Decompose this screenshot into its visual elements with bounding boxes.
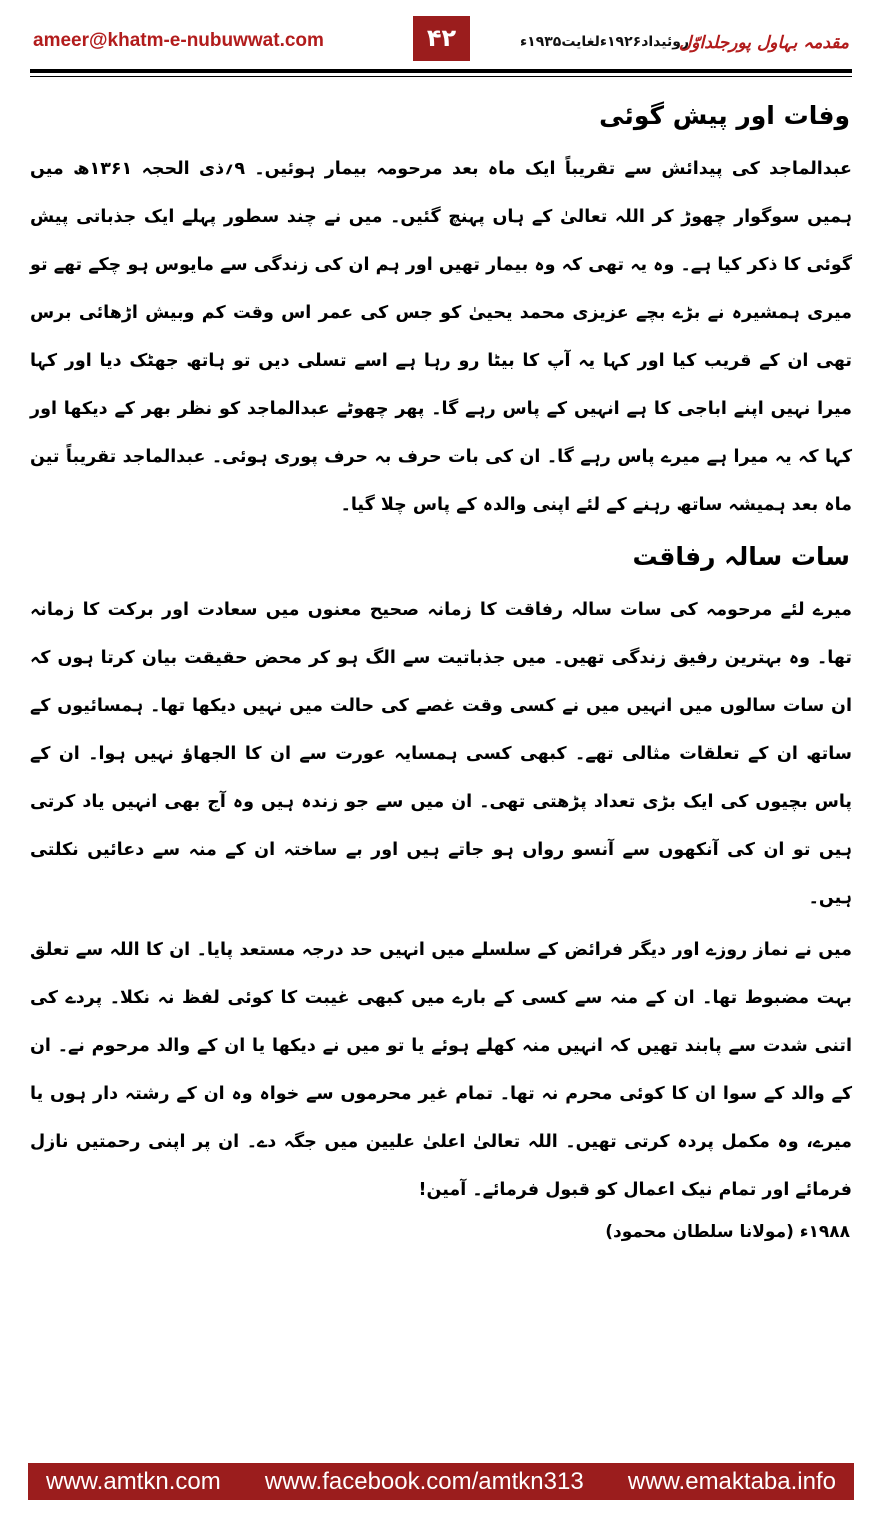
- header-rule-thin: [30, 76, 852, 77]
- header-rule-thick: [30, 69, 852, 73]
- header-email-link[interactable]: ameer@khatm-e-nubuwwat.com: [33, 30, 324, 51]
- page-body: [30, 92, 852, 1256]
- footer-link-facebook[interactable]: www.facebook.com/amtkn313: [264, 1467, 584, 1495]
- paragraph-death-prophecy: عبدالماجد کی پیدائش سے تقریباً ایک ماہ بعد مرحومہ بیمار ہوئیں۔ ۹؍ذی الحجہ ۱۳۶۱ھ میں ہمیں سوگوار چھوڑ کر اللہ تعالیٰ کے ہاں پہنچ گئیں۔ میں نے چند سطور پہلے ایک جذباتی پیش گوئی کا ذکر کیا ہے۔ وہ یہ تھی کہ وہ بیمار تھیں اور ہم ان کی زندگی سے مایوس ہو چکے تھے تو میری ہمشیرہ نے بڑے بچے عزیزی محمد یحییٰ کو جس کی عمر اس وقت کم وبیش اڑھائی برس تھی ان کے قریب کیا اور کہا یہ آپ کا بیٹا رو رہا ہے اسے تسلی دیں تو ہاتھ جھٹک دیا اور کہا میرا نہیں اپنے اباجی کا ہے انہیں کے پاس رہے گا۔ پھر چھوٹے عبدالماجد کو نظر بھر کے دیکھا اور کہا کہ یہ میرا ہے میرے پاس رہے گا۔ ان کی بات حرف بہ حرف پوری ہوئی۔ عبدالماجد تقریباً تین ماہ بعد ہمیشہ ساتھ رہنے کے لئے اپنی والدہ کے پاس چلا گیا۔: [30, 159, 852, 515]
- section-heading-death-prophecy: وفات اور پیش گوئی: [599, 101, 850, 130]
- paragraph-companionship-2: میں نے نماز روزے اور دیگر فرائض کے سلسلے میں انہیں حد درجہ مستعد پایا۔ ان کا اللہ سے تعلق بہت مضبوط تھا۔ ان کے منہ سے کسی کے بارے میں کبھی غیبت کا کوئی لفظ نہ نکلا۔ پردے کی اتنی شدت سے پابند تھیں کہ انہیں منہ کھلے ہوئے یا تو میں نے دیکھا یا ان کے والد مرحوم نے۔ ان کے والد کے سوا ان کا کوئی محرم نہ تھا۔ تمام غیر محرموں سے خواہ وہ ان کے رشتہ دار ہوں یا میرے، وہ مکمل پردہ کرتی تھیں۔ اللہ تعالیٰ اعلیٰ علیین میں جگہ دے۔ ان پر اپنی رحمتیں نازل فرمائے اور تمام نیک اعمال کو قبول فرمائے۔ آمین!: [30, 940, 852, 1200]
- paragraph-companionship-1: میرے لئے مرحومہ کی سات سالہ رفاقت کا زمانہ صحیح معنوں میں سعادت اور برکت کا زمانہ تھا۔ وہ بہترین رفیق زندگی تھیں۔ میں جذباتیت سے الگ ہو کر محض حقیقت بیان کرتا ہوں کہ ان سات سالوں میں انہیں میں نے کسی وقت غصے کی حالت میں نہیں دیکھا تھا۔ ہمسائیوں کے ساتھ ان کے تعلقات مثالی تھے۔ کبھی کسی ہمسایہ عورت سے ان کا الجھاؤ نہیں ہوا۔ ان کے پاس بچیوں کی ایک بڑی تعداد پڑھتی تھی۔ ان میں سے جو زندہ ہیں وہ آج بھی انہیں یاد کرتی ہیں تو ان کی آنکھوں سے آنسو رواں ہو جاتے ہیں اور بے ساختہ ان کے منہ سے دعائیں نکلتی ہیں۔: [30, 600, 852, 908]
- header-book-title: مقدمہ بہاول پورجلداوّل: [678, 33, 849, 53]
- page-number-box: ۴۲: [413, 16, 470, 61]
- header-period: روئیداد۱۹۲۶ءلغایت۱۹۳۵ء: [520, 34, 690, 50]
- signature-line: ۱۹۸۸ء (مولانا سلطان محمود): [605, 1222, 850, 1242]
- section-heading-seven-year-companionship: سات سالہ رفاقت: [632, 542, 850, 571]
- page-header: [0, 0, 881, 80]
- footer-link-amtkn[interactable]: www.amtkn.com: [46, 1467, 221, 1495]
- footer-link-emaktaba[interactable]: www.emaktaba.info: [627, 1467, 836, 1495]
- page-footer: [28, 1463, 854, 1500]
